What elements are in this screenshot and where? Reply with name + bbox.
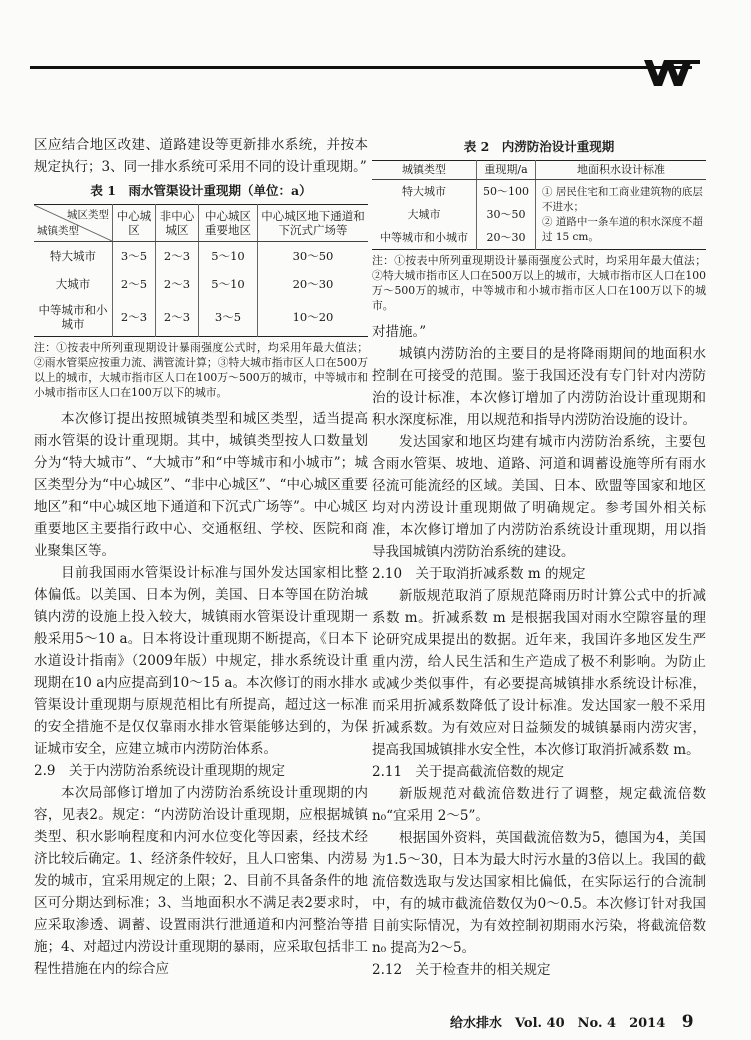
paragraph: 城镇内涝防治的主要目的是将降雨期间的地面积水控制在可接受的范围。鉴于我国还没有专门针对内涝防治的设计标准，本次修订增加了内涝防治设计重现期和积水深度标准，用以规范和指导内涝防治设施的设计。 bbox=[372, 346, 706, 428]
table2-cell: 50～100 bbox=[477, 180, 536, 204]
table2-row-label: 大城市 bbox=[407, 207, 441, 221]
table-row bbox=[34, 242, 368, 271]
table2-row-label: 特大城市 bbox=[402, 184, 446, 198]
table2-standard-line: ② 道路中一条车道的积水深度不超过 15 cm。 bbox=[542, 215, 703, 243]
paragraph: 发达国家和地区均建有城市内涝防治系统，主要包含雨水管渠、坡地、道路、河道和调蓄设施等所有雨水径流可能流经的区域。美国、日本、欧盟等国家和地区均对内涝设计重现期做了明确规定。参考国外相关标准，本次修订增加了内涝防治系统设计重现期，用以指导我国城镇内涝防治系统的建设。 bbox=[372, 434, 706, 560]
table1-header: 非中心城区 bbox=[156, 205, 199, 242]
table1-cell: 2～5 bbox=[113, 270, 156, 298]
journal-logo-icon bbox=[640, 48, 704, 90]
page-number: 9 bbox=[681, 1012, 694, 1032]
table1-header: 中心城区地下通道和下沉式广场等 bbox=[258, 205, 369, 242]
paragraph: 新版规范取消了原规范降雨历时计算公式中的折减系数 m。折减系数 m 是根据我国对雨水空隙容量的理论研究成果提出的数据。近年来，我国许多地区发生严重内涝，给人民生活和生产造成了极不利影响。为防止或减少类似事件，有必要提高城镇排水系统设计标准，而采用折减系数降低了设计标准。发达国家一般不采用折减系数。为有效应对日益频发的城镇暴雨内涝灾害，提高我国城镇排水安全性，本次修订取消折减系数 m。 bbox=[372, 588, 706, 758]
table1-corner-bottom: 城镇类型 bbox=[37, 225, 79, 237]
table2-header: 重现期/a bbox=[477, 161, 536, 180]
paragraph: 根据国外资料，英国截流倍数为5，德国为4，美国为1.5～30，日本为最大时污水量的3倍以上。我国的截流倍数选取与发达国家相比偏低，在实际运行的合流制中，有的城市截流倍数仅为0～0.5。本次修订针对我国目前实际情况，为有效控制初期雨水污染，将截流倍数 n₀ 提高为2～5。 bbox=[372, 830, 706, 956]
table1-note: 注：①按表中所列重现期设计暴雨强度公式时，均采用年最大值法；②雨水管渠应按重力流、满管流计算；③特大城市指市区人口在500万以上的城市，大城市指市区人口在100万～500万的城市，中等城市和小城市指市区人口在100万以下的城市。 bbox=[34, 341, 368, 399]
table1 bbox=[34, 204, 368, 337]
table2-note: 注：①按表中所列重现期设计暴雨强度公式时，均采用年最大值法；②特大城市指市区人口在500万以上的城市，大城市指市区人口在100万～500万的城市，中等城市和小城市指市区人口在100万以下的城市。 bbox=[372, 254, 706, 312]
paragraph: 本次局部修订增加了内涝防治系统设计重现期的内容，见表2。规定：“内涝防治设计重现期，应根据城镇类型、积水影响程度和内河水位变化等因素，经技术经济比较后确定。1、经济条件较好，且人口密集、内涝易发的城市，宜采用规定的上限；2、目前不具备条件的地区可分期达到标准；3、当地面积水不满足表2要求时，应采取渗透、调蓄、设置雨洪行泄通道和内河整治等措施；4、对超过内涝设计重现期的暴雨，应采取包括非工程性措施在内的综合应 bbox=[34, 785, 368, 977]
table-row bbox=[34, 270, 368, 298]
right-column bbox=[372, 138, 706, 981]
table1-cell: 2～3 bbox=[156, 270, 199, 298]
table1-corner-cell bbox=[34, 205, 113, 242]
section-heading: 2.12 关于检查井的相关规定 bbox=[372, 962, 551, 978]
table1-header: 中心城区 bbox=[113, 205, 156, 242]
table1-cell: 30～50 bbox=[258, 242, 369, 271]
header-rule bbox=[30, 66, 692, 69]
table-row bbox=[34, 298, 368, 337]
paragraph: 区应结合地区改建、道路建设等更新排水系统，并按本规定执行；3、同一排水系统可采用不同的设计重现期。” bbox=[34, 137, 368, 175]
table2-standard-cell bbox=[536, 180, 707, 250]
paragraph: 目前我国雨水管渠设计标准与国外发达国家相比整体偏低。以美国、日本为例，美国、日本等国在防治城镇内涝的设施上投入较大，城镇雨水管渠设计重现期一般采用5～10 a。日本将设计重现期不断提高，《日本下水道设计指南》（2009年版）中规定，排水系统设计重现期在10 a内应提高到10～15 a。本次修订的雨水排水管渠设计重现期与原规范相比有所提高，超过这一标准的安全措施不是仅仅靠雨水排水管渠能够达到的，为保证城市安全，应建立城市内涝防治体系。 bbox=[34, 565, 368, 757]
table1-cell: 2～3 bbox=[113, 298, 156, 337]
left-column bbox=[34, 134, 368, 980]
table-row bbox=[372, 180, 706, 204]
table2-row-label: 中等城市和小城市 bbox=[380, 230, 468, 244]
table1-cell: 2～3 bbox=[156, 242, 199, 271]
table2-standard-line: ① 居民住宅和工商业建筑物的底层不进水； bbox=[542, 185, 703, 213]
paragraph: 本次修订提出按照城镇类型和城区类型，适当提高雨水管渠的设计重现期。其中，城镇类型按人口数量划分为“特大城市”、“大城市”和“中等城市和小城市”；城区类型分为“中心城区”、“非中心城区”、“中心城区重要地区”和“中心城区地下通道和下沉式广场等”。中心城区重要地区主要指行政中心、交通枢纽、学校、医院和商业聚集区等。 bbox=[34, 411, 368, 559]
paragraph: 新版规范对截流倍数进行了调整，规定截流倍数 n₀“宜采用 2～5”。 bbox=[372, 786, 706, 824]
section-heading: 2.10 关于取消折减系数 m 的规定 bbox=[372, 566, 586, 582]
table1-cell: 10～20 bbox=[258, 298, 369, 337]
page-footer bbox=[450, 1012, 694, 1032]
journal-logo bbox=[640, 48, 704, 90]
table1-row-label: 大城市 bbox=[55, 277, 91, 291]
section-heading: 2.9 关于内涝防治系统设计重现期的规定 bbox=[34, 763, 285, 779]
table2-caption: 表 2 内涝防治设计重现期 bbox=[463, 139, 615, 154]
table1-cell: 3～5 bbox=[199, 298, 258, 337]
table2-cell: 30～50 bbox=[477, 203, 536, 226]
paragraph: 对措施。” bbox=[372, 324, 427, 340]
table1-corner-top: 城区类型 bbox=[67, 209, 109, 221]
table1-cell: 2～3 bbox=[156, 298, 199, 337]
table1-row-label: 特大城市 bbox=[50, 249, 96, 263]
journal-citation: 给水排水 Vol. 40 No. 4 2014 bbox=[450, 1016, 666, 1031]
table1-cell: 20～30 bbox=[258, 270, 369, 298]
table2-cell: 20～30 bbox=[477, 226, 536, 250]
table2 bbox=[372, 160, 706, 250]
table2-header: 城镇类型 bbox=[372, 161, 477, 180]
section-heading: 2.11 关于提高截流倍数的规定 bbox=[372, 764, 565, 780]
table1-caption: 表 1 雨水管渠设计重现期（单位：a） bbox=[90, 183, 312, 198]
table1-cell: 3～5 bbox=[113, 242, 156, 271]
table2-header: 地面积水设计标准 bbox=[536, 161, 707, 180]
table1-header: 中心城区重要地区 bbox=[199, 205, 258, 242]
table1-cell: 5～10 bbox=[199, 270, 258, 298]
table1-cell: 5～10 bbox=[199, 242, 258, 271]
table1-row-label: 中等城市和小城市 bbox=[38, 303, 108, 331]
